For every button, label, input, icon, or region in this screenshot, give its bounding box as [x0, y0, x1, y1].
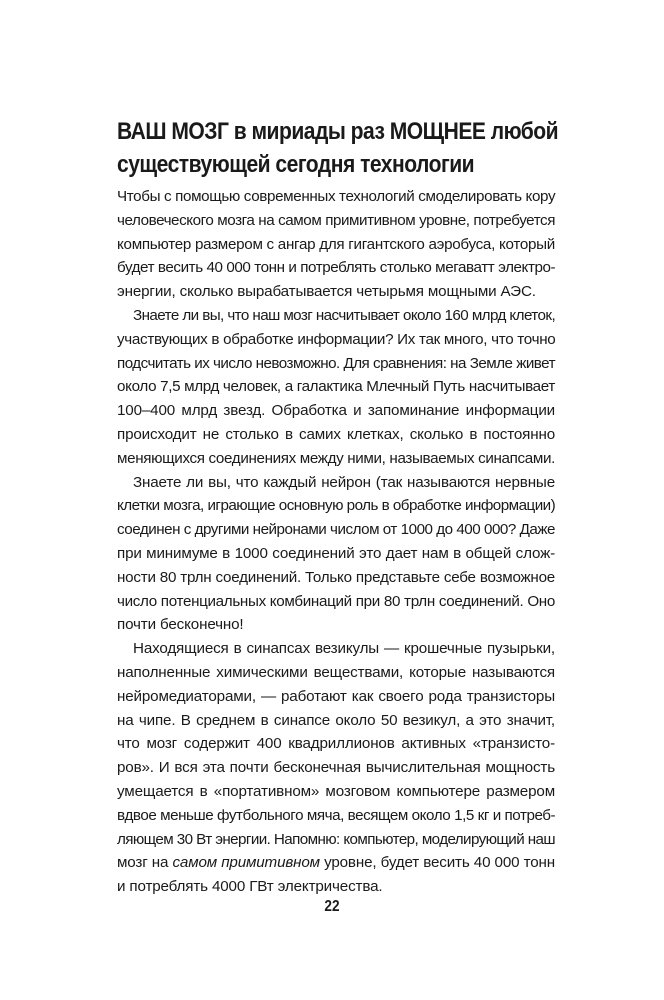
paragraph-1 [117, 185, 555, 304]
text-line: Знаете ли вы, что каждый нейрон (так называются нервные [133, 473, 555, 491]
text-line: число потенциальных комбинаций при 80 трлн соединений. Оно [117, 592, 555, 610]
text-line: при минимуме в 1000 соединений это дает нам в общей слож- [117, 544, 555, 562]
text-line: вдвое меньше футбольного мяча, весящем около 1,5 кг и потреб- [117, 806, 556, 824]
page-number: 22 [324, 898, 340, 915]
text-line: наполненные химическими веществами, которые называются [117, 663, 555, 681]
section-heading [117, 115, 557, 181]
paragraph-3 [117, 471, 555, 638]
paragraph-4 [117, 637, 555, 899]
text-line: соединен с другими нейронами числом от 1000 до 400 000? Даже [117, 521, 555, 539]
text-line: ров». И вся эта почти бесконечная вычислительная мощность [117, 759, 555, 777]
text-line: меняющихся соединениях между ними, называемых синапсами. [117, 449, 555, 467]
text-line: нейромедиаторами, — работают как своего рода транзисторы [117, 687, 555, 705]
text-run: уровне, будет весить 40 000 тонн [319, 854, 555, 872]
text-line: будет весить 40 000 тонн и потреблять столько мегаватт электро- [117, 259, 556, 277]
heading-line: существующей сегодня технологии [117, 151, 475, 178]
body-text [117, 185, 555, 899]
text-line: умещается в «портативном» мозговом компьютере размером [117, 782, 555, 800]
text-line: Знаете ли вы, что наш мозг насчитывает около 160 млрд клеток, [133, 306, 556, 324]
text-line: и потреблять 4000 ГВт электричества. [117, 878, 383, 896]
text-line: 100–400 млрд звезд. Обработка и запоминание информации [117, 402, 555, 420]
text-line: почти бесконечно! [117, 616, 244, 634]
text-line: энергии, сколько вырабатывается четырьмя мощными АЭС. [117, 283, 536, 301]
heading-line: ВАШ МОЗГ в мириады раз МОЩНЕЕ любой [117, 118, 559, 145]
emphasized-text: самом примитивном [172, 854, 320, 872]
text-line: ности 80 трлн соединений. Только представьте себе возможное [117, 568, 555, 586]
text-line: Чтобы с помощью современных технологий смоделировать кору [117, 188, 556, 205]
text-line-with-emphasis [117, 851, 555, 875]
text-line: клетки мозга, играющие основную роль в обработке информации) [117, 497, 556, 515]
paragraph-2 [117, 304, 555, 471]
text-line: Находящиеся в синапсах везикулы — крошечные пузырьки, [133, 640, 555, 658]
text-line: подсчитать их число невозможно. Для сравнения: на Земле живет [117, 354, 555, 372]
text-line: около 7,5 млрд человек, а галактика Млечный Путь насчитывает [117, 378, 555, 396]
text-line: участвующих в обработке информации? Их так много, что точно [117, 330, 556, 348]
text-run: мозг на [117, 854, 173, 872]
text-line: компьютер размером с ангар для гигантского аэробуса, который [117, 235, 555, 253]
text-line: человеческого мозга на самом примитивном уровне, потребуется [117, 211, 555, 229]
text-line: на чипе. В среднем в синапсе около 50 везикул, а это значит, [117, 711, 555, 729]
text-line: что мозг содержит 400 квадриллионов активных «транзисто- [117, 735, 555, 753]
text-line: ляющем 30 Вт энергии. Напомню: компьютер, моделирующий наш [117, 830, 555, 848]
text-line: происходит не столько в самих клетках, сколько в постоянно [117, 425, 555, 443]
